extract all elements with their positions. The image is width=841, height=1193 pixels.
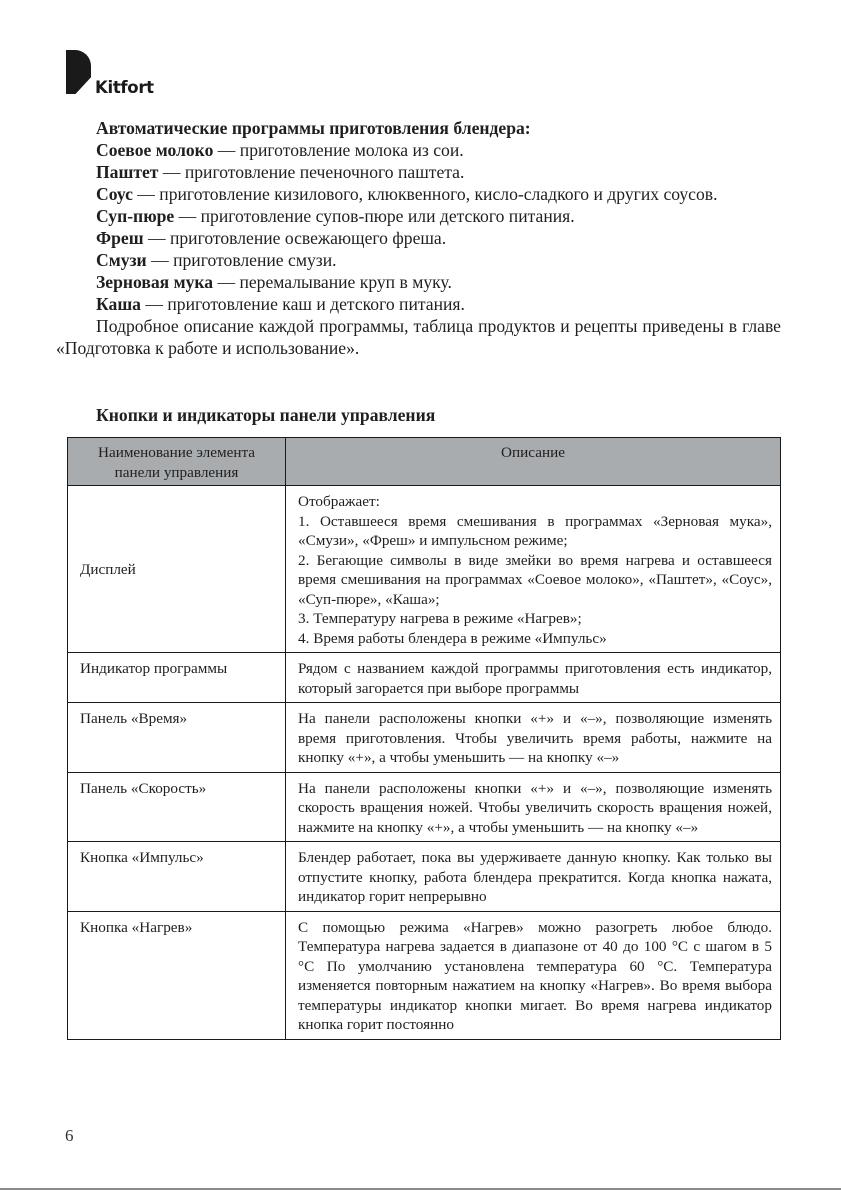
element-name: Дисплей — [68, 486, 286, 653]
brand-name: Kitfort — [95, 78, 154, 97]
program-item — [56, 249, 781, 271]
table-row — [68, 772, 781, 842]
program-desc: — приготовление смузи. — [146, 250, 337, 270]
element-description — [286, 842, 781, 912]
program-name: Паштет — [96, 162, 159, 182]
description-line: Рядом с названием каждой программы приготовления есть индикатор, который загорается при выборе программы — [298, 660, 772, 697]
element-description — [286, 911, 781, 1039]
description-line: На панели расположены кнопки «+» и «–», позволяющие изменять время приготовления. Чтобы увеличить время работы, нажмите на кнопку «+», а чтобы уменьшить — на кнопку «–» — [298, 710, 772, 766]
program-desc: — перемалывание круп в муку. — [213, 272, 452, 292]
brand-logo — [66, 50, 166, 100]
description-line: С помощью режима «Нагрев» можно разогреть любое блюдо. Температура нагрева задается в диапазоне от 40 до 100 °C с шагом в 5 °C По умолчанию установлена температура 60 °C. Температура изменяется повторным нажатием на кнопку «Нагрев». Во время выбора температуры индикатор кнопки мигает. Во время нагрева индикатор кнопка горит постоянно — [298, 918, 772, 1033]
description-line: Блендер работает, пока вы удерживаете данную кнопку. Как только вы отпустите кнопку, работа блендера прекратится. Когда кнопка нажата, индикатор горит непрерывно — [298, 849, 772, 905]
controls-table — [67, 437, 781, 1040]
program-desc: — приготовление супов-пюре или детского питания. — [174, 206, 575, 226]
column-header-description: Описание — [286, 438, 781, 486]
table-row — [68, 842, 781, 912]
column-header-name: Наименование элемента панели управления — [68, 438, 286, 486]
program-desc: — приготовление каш и детского питания. — [140, 294, 465, 314]
element-description — [286, 486, 781, 653]
program-name: Соус — [96, 184, 133, 204]
table-row — [68, 911, 781, 1039]
program-name: Смузи — [96, 250, 147, 270]
element-name: Панель «Время» — [68, 703, 286, 773]
page-bottom-rule — [0, 1188, 841, 1190]
program-item — [56, 293, 781, 315]
description-line: 4. Время работы блендера в режиме «Импульс» — [298, 629, 607, 647]
description-line: На панели расположены кнопки «+» и «–», позволяющие изменять скорость вращения ножей. Чтобы увеличить скорость вращения ножей, нажмите на кнопку «+», а чтобы уменьшить — на кнопку «–» — [298, 779, 772, 836]
program-item — [56, 271, 781, 293]
table-header-row — [68, 438, 781, 486]
program-desc: — приготовление освежающего фреша. — [143, 228, 447, 248]
programs-intro — [56, 117, 781, 359]
program-desc: — приготовление печеночного паштета. — [158, 162, 465, 182]
element-description — [286, 703, 781, 773]
program-item — [56, 161, 781, 183]
element-name: Кнопка «Импульс» — [68, 842, 286, 912]
table-row — [68, 703, 781, 773]
program-item — [56, 205, 781, 227]
program-name: Зерновая мука — [96, 272, 214, 292]
description-line: 2. Бегающие символы в виде змейки во время нагрева и оставшееся время смешивания на программах «Соевое молоко», «Паштет», «Соус», «Суп-пюре», «Каша»; — [298, 551, 772, 608]
table-row — [68, 653, 781, 703]
element-description — [286, 653, 781, 703]
programs-heading: Автоматические программы приготовления блендера: — [96, 118, 531, 138]
programs-note: Подробное описание каждой программы, таблица продуктов и рецепты приведены в главе «Подготовка к работе и использование». — [56, 316, 781, 358]
description-line: Отображает: — [298, 493, 380, 510]
program-name: Суп-пюре — [96, 206, 175, 226]
element-name: Панель «Скорость» — [68, 772, 286, 842]
page-number: 6 — [65, 1126, 74, 1145]
program-item — [56, 227, 781, 249]
program-name: Фреш — [96, 228, 144, 248]
program-desc: — приготовление кизилового, клюквенного, кисло-сладкого и других соусов. — [132, 184, 718, 204]
kitfort-logo-icon — [66, 50, 91, 94]
program-name: Каша — [96, 294, 141, 314]
description-line: 1. Оставшееся время смешивания в программах «Зерновая мука», «Смузи», «Фреш» и импульсном режиме; — [298, 512, 772, 549]
program-item — [56, 139, 781, 161]
description-line: 3. Температуру нагрева в режиме «Нагрев»; — [298, 610, 582, 627]
table-row — [68, 486, 781, 653]
element-name: Кнопка «Нагрев» — [68, 911, 286, 1039]
element-description — [286, 772, 781, 842]
program-item — [56, 183, 781, 205]
element-name: Индикатор программы — [68, 653, 286, 703]
section-title: Кнопки и индикаторы панели управления — [96, 405, 436, 425]
program-desc: — приготовление молока из сои. — [213, 140, 464, 160]
program-name: Соевое молоко — [96, 140, 214, 160]
